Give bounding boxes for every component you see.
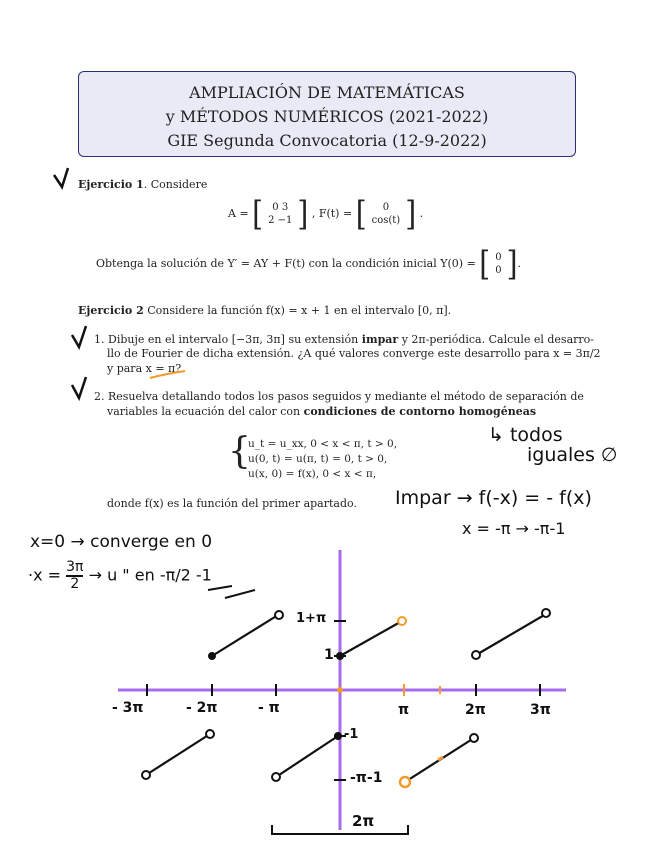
tick-label-neg-3pi: - 3π xyxy=(112,700,144,716)
tick-label-neg-2pi: - 2π xyxy=(186,700,218,716)
open-endpoint xyxy=(542,609,550,617)
tick-label-pi: π xyxy=(398,702,410,718)
filled-endpoint xyxy=(334,732,342,740)
system-row-3: u(x, 0) = f(x), 0 < x < π, xyxy=(248,468,377,480)
ex2-note: donde f(x) es la función del primer apartado. xyxy=(107,497,357,510)
origin-dot xyxy=(337,687,343,693)
matrices-end-dot: . xyxy=(419,207,424,220)
underline-mark xyxy=(208,586,255,598)
check-mark-icon xyxy=(72,377,86,398)
item1-text-a: Dibuje en el intervalo [−3π, 3π] su extensión xyxy=(108,333,359,346)
ex1-intro: . Considere xyxy=(143,178,208,191)
open-endpoint xyxy=(272,773,280,781)
system-row-2: u(0, t) = u(π, t) = 0, t > 0, xyxy=(248,453,388,465)
ex2-label: Ejercicio 2 xyxy=(78,304,144,317)
filled-endpoint xyxy=(336,652,344,660)
filled-endpoint xyxy=(208,652,216,660)
open-endpoint-highlight xyxy=(398,617,406,625)
ex2-intro: Considere la función f(x) = x + 1 en el intervalo [0, π]. xyxy=(143,304,452,317)
item1-line-3: y para x = π? xyxy=(107,362,182,375)
open-endpoint xyxy=(142,771,150,779)
conv2-c: -π/2 -1 xyxy=(159,565,212,585)
system-brace: { xyxy=(228,431,251,472)
vector-f-lhs: , F(t) = xyxy=(311,207,353,220)
item2-line-2a: variables la ecuación del calor con xyxy=(107,405,301,418)
item1-number: 1. xyxy=(94,333,105,346)
vector-y0-row2: 0 xyxy=(495,265,502,276)
vector-f-row2: cos(t) xyxy=(371,215,401,226)
underline-mark xyxy=(150,371,185,378)
item1-impar: impar xyxy=(361,333,399,346)
label-period-2pi: 2π xyxy=(352,812,375,830)
conv2-frac-den: 2 xyxy=(70,576,80,592)
ex1-matrices: A = [ 0 3 2 −1 ] , F(t) = [ 0 cos(t) ] . xyxy=(228,193,424,234)
tick-label-3pi: 3π xyxy=(530,702,551,718)
check-mark-icon xyxy=(54,168,68,187)
open-endpoint xyxy=(206,730,214,738)
label-minus-pi-minus-1: -π-1 xyxy=(350,770,383,786)
check-mark-icon xyxy=(72,326,86,347)
system-row-1: u_t = u_xx, 0 < x < π, t > 0, xyxy=(248,438,398,450)
item1-line-2: llo de Fourier de dicha extensión. ¿A qué valores converge este desarrollo para x = 3π/2 xyxy=(107,347,601,360)
hand-iguales: iguales ∅ xyxy=(527,444,618,466)
task-end-dot: . xyxy=(517,257,522,270)
open-endpoint-highlight xyxy=(400,777,410,787)
conv2-frac-num: 3π xyxy=(66,559,84,575)
lower-segments xyxy=(146,734,474,782)
conv2-b: → u " en xyxy=(88,565,155,585)
item2-number: 2. xyxy=(94,390,105,403)
hand-impar: Impar → f(-x) = - f(x) xyxy=(395,487,592,509)
item2-line-1: Resuelva detallando todos los pasos seguidos y mediante el método de separación de xyxy=(108,390,584,403)
vector-f-row1: 0 xyxy=(382,202,390,213)
title-line-2: y MÉTODOS NUMÉRICOS (2021-2022) xyxy=(165,107,489,126)
open-endpoint xyxy=(472,651,480,659)
hand-x-minus-pi: x = -π → -π-1 xyxy=(462,519,566,538)
matrix-a-row1: 0 3 xyxy=(272,202,289,213)
conv2-a: ·x = xyxy=(28,565,62,585)
hand-todos: ↳ todos xyxy=(488,424,563,446)
label-minus-1: -1 xyxy=(344,727,359,742)
tick-label-neg-pi: - π xyxy=(258,700,280,716)
ex1-task: Obtenga la solución de Y′ = AY + F(t) con la condición inicial Y(0) = [ 0 0 ]. xyxy=(96,243,522,284)
label-1: 1 xyxy=(324,647,334,663)
vector-y0-row1: 0 xyxy=(495,252,502,263)
hand-converge-0: x=0 → converge en 0 xyxy=(30,532,213,552)
tick-label-2pi: 2π xyxy=(465,702,486,718)
item2-line-2b: condiciones de contorno homogéneas xyxy=(303,405,537,418)
ex1-task-text: Obtenga la solución de Y′ = AY + F(t) con la condición inicial Y(0) = xyxy=(96,257,476,270)
open-endpoint xyxy=(275,611,283,619)
matrix-a-row2: 2 −1 xyxy=(268,215,293,226)
upper-segments xyxy=(212,614,546,656)
title-line-1: AMPLIACIÓN DE MATEMÁTICAS xyxy=(189,83,465,102)
label-1-plus-pi: 1+π xyxy=(296,611,327,626)
title-line-3: GIE Segunda Convocatoria (12-9-2022) xyxy=(167,131,487,150)
ex1-label: Ejercicio 1 xyxy=(78,178,144,191)
item1-text-c: y 2π-periódica. Calcule el desarro- xyxy=(398,333,594,346)
matrix-a-lhs: A = xyxy=(228,207,249,220)
open-endpoint xyxy=(470,734,478,742)
